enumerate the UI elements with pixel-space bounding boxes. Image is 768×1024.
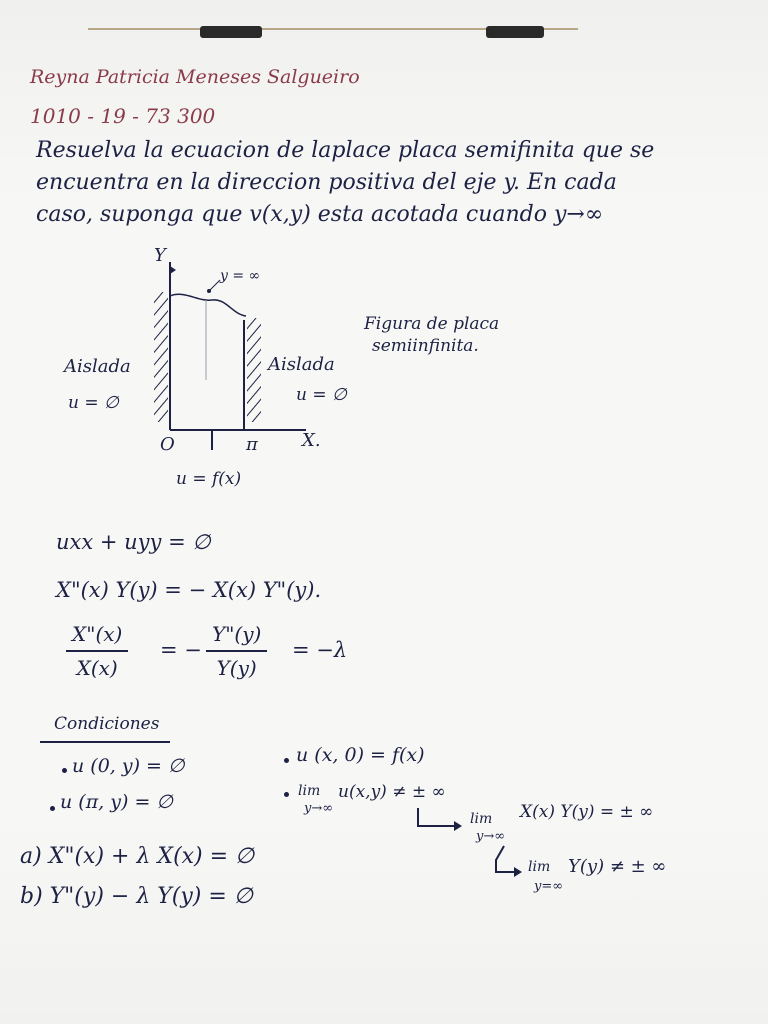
ratio-left-fraction	[66, 622, 128, 680]
right-wall-hatch	[247, 318, 261, 422]
ratio-left-numerator: X"(x)	[72, 622, 123, 646]
left-wall-hatch	[154, 292, 168, 422]
ratio-right-numerator: Y"(y)	[212, 622, 262, 646]
conditions-heading-underline	[40, 741, 170, 743]
condition-3: u (x, 0) = f(x)	[296, 744, 425, 766]
y-axis-label: Y	[154, 245, 166, 266]
ratio-result: = −λ	[292, 638, 348, 662]
condition-6: Y(y) ≠ ± ∞	[568, 856, 667, 877]
bullet-1	[62, 768, 67, 773]
student-id: 1010 - 19 - 73 300	[30, 104, 216, 128]
condition-5-sub: y→∞	[476, 829, 506, 844]
separation-equation: X"(x) Y(y) = − X(x) Y"(y).	[56, 578, 322, 602]
pi-label: π	[246, 434, 258, 455]
problem-line-2: encuentra en la direccion positiva del eje y. En cada	[36, 170, 617, 195]
wavy-top-boundary	[170, 294, 246, 316]
condition-1: u (0, y) = ∅	[72, 755, 185, 777]
ratio-left-denominator: X(x)	[76, 656, 118, 680]
laplace-equation: uxx + uyy = ∅	[56, 530, 211, 554]
condition-4-sub: y→∞	[304, 801, 334, 816]
bullet-3	[284, 758, 289, 763]
ode-a: a) X"(x) + λ X(x) = ∅	[20, 844, 255, 869]
right-wall-condition: u = ∅	[296, 385, 347, 405]
ratio-right-denominator: Y(y)	[216, 656, 257, 680]
condition-5-lim: lim	[470, 811, 493, 827]
ratio-right-bar	[206, 650, 267, 652]
condition-2: u (π, y) = ∅	[60, 791, 173, 813]
ratio-equals-minus: = −	[160, 638, 202, 662]
ratio-right-fraction	[206, 622, 267, 680]
condition-6-sub: y=∞	[534, 879, 564, 894]
y-inf-pointer-line	[209, 280, 220, 291]
y-inf-label: y = ∞	[220, 268, 261, 284]
right-wall-label: Aislada	[268, 354, 335, 375]
ode-b: b) Y"(y) − λ Y(y) = ∅	[20, 884, 253, 909]
condition-4-lim: lim	[298, 783, 321, 799]
bullet-4	[284, 792, 289, 797]
ratio-left-bar	[66, 650, 128, 652]
bottom-condition: u = f(x)	[176, 469, 242, 489]
figure-caption-line-2: semiinfinita.	[372, 336, 479, 356]
figure-caption-line-1: Figura de placa	[364, 314, 500, 334]
bullet-2	[50, 806, 55, 811]
student-name: Reyna Patricia Meneses Salgueiro	[30, 66, 360, 88]
origin-label: O	[160, 434, 175, 455]
y-axis-flag	[170, 266, 176, 274]
left-wall-label: Aislada	[64, 356, 131, 377]
condition-4: u(x,y) ≠ ± ∞	[338, 782, 446, 802]
left-wall-condition: u = ∅	[68, 393, 119, 413]
problem-line-3: caso, suponga que v(x,y) esta acotada cuando y→∞	[36, 202, 604, 227]
condition-6-lim: lim	[528, 859, 551, 875]
x-axis-label: X.	[302, 430, 321, 451]
problem-line-1: Resuelva la ecuacion de laplace placa semifinita que se	[36, 138, 655, 163]
condition-5: X(x) Y(y) = ± ∞	[520, 802, 654, 822]
conditions-heading: Condiciones	[54, 714, 160, 734]
